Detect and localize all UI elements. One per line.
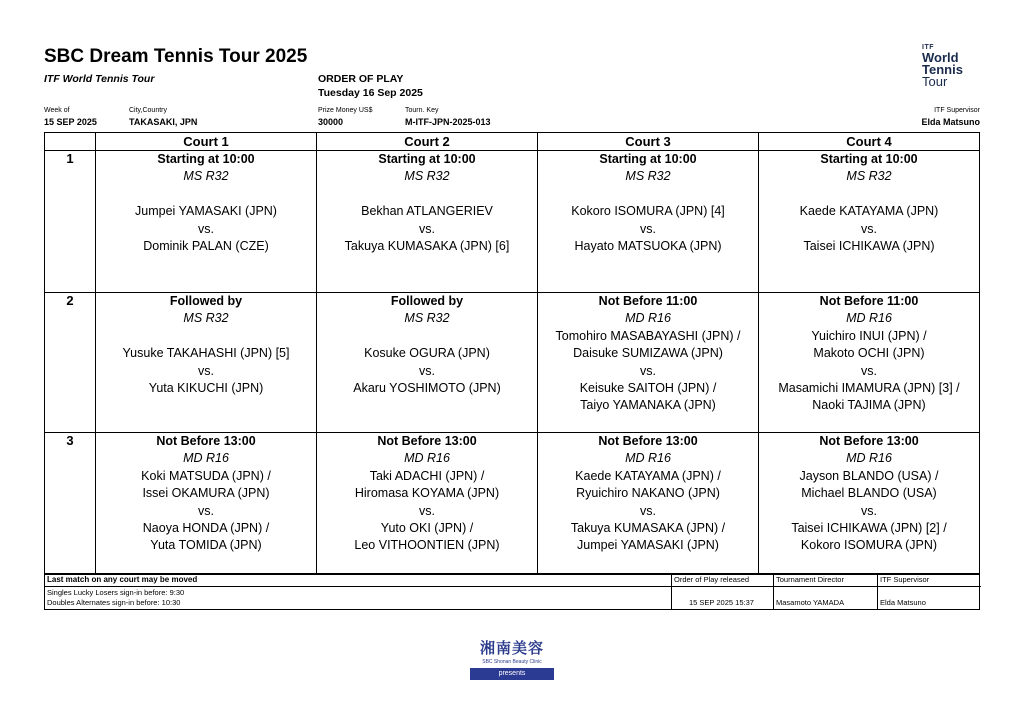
start-time: Starting at 10:00 (157, 152, 255, 166)
versus-label: vs. (198, 363, 214, 378)
player-line: Taki ADACHI (JPN) / (369, 468, 485, 483)
round-label: MD R16 (183, 451, 229, 466)
versus-label: vs. (198, 221, 214, 236)
player-line: Kokoro ISOMURA (JPN) [4] (571, 204, 725, 219)
match-cell (317, 151, 538, 293)
row-number: 2 (45, 293, 96, 433)
footer-supervisor-label: ITF Supervisor (880, 575, 930, 584)
player-line: Hiromasa KOYAMA (JPN) (354, 486, 500, 501)
player-line: Jumpei YAMASAKI (JPN) (577, 538, 719, 553)
player-line: Taiyo YAMANAKA (JPN) (580, 398, 716, 413)
player-line: Naoki TAJIMA (JPN) (812, 398, 926, 413)
versus-label: vs. (861, 503, 877, 518)
match-cell (96, 433, 317, 575)
player-line: Koki MATSUDA (JPN) / (141, 468, 271, 483)
logo-line-3: Tour (922, 74, 948, 89)
match-row (45, 433, 980, 575)
player-line: Jumpei YAMASAKI (JPN) (135, 204, 277, 219)
supervisor-label: ITF Supervisor (934, 107, 980, 114)
player-line: Naoya HONDA (JPN) / (142, 521, 270, 536)
match-cell (96, 293, 317, 433)
versus-label: vs. (419, 363, 435, 378)
player-line: Tomohiro MASABAYASHI (JPN) / (555, 328, 741, 343)
tour-subtitle: ITF World Tennis Tour (44, 73, 155, 85)
player-line: Takuya KUMASAKA (JPN) [6] (344, 239, 510, 254)
player-line (538, 186, 758, 203)
player-line: Daisuke SUMIZAWA (JPN) (573, 346, 723, 361)
start-time: Starting at 10:00 (599, 152, 697, 166)
versus-label: vs. (198, 503, 214, 518)
match-cell (759, 293, 980, 433)
versus-label: vs. (640, 363, 656, 378)
tourn-key-label: Tourn. Key (405, 107, 439, 114)
footer-info (44, 573, 980, 610)
match-row (45, 293, 980, 433)
player-line: Kaede KATAYAMA (JPN) (799, 204, 939, 219)
week-value: 15 SEP 2025 (44, 117, 97, 127)
player-line: Kosuke OGURA (JPN) (364, 346, 490, 361)
round-label: MS R32 (183, 169, 229, 184)
round-label: MS R32 (404, 169, 450, 184)
player-line (317, 328, 537, 345)
start-time: Starting at 10:00 (820, 152, 918, 166)
logo-itf-text: ITF (922, 44, 934, 51)
prize-label: Prize Money US$ (318, 107, 373, 114)
match-cell (317, 293, 538, 433)
match-cell (538, 293, 759, 433)
released-label: Order of Play released (674, 575, 750, 584)
player-line: Keisuke SAITOH (JPN) / (579, 381, 717, 396)
versus-label: vs. (640, 503, 656, 518)
doubles-alternates-note: Doubles Alternates sign-in before: 10:30 (47, 598, 181, 607)
order-of-play-table (44, 132, 980, 575)
round-label: MD R16 (404, 451, 450, 466)
director-label: Tournament Director (776, 575, 844, 584)
player-line: Dominik PALAN (CZE) (143, 239, 269, 254)
round-label: MD R16 (625, 311, 671, 326)
singles-lucky-losers-note: Singles Lucky Losers sign-in before: 9:30 (47, 588, 185, 597)
player-line: Makoto OCHI (JPN) (813, 346, 925, 361)
match-cell (96, 151, 317, 293)
start-time: Not Before 13:00 (377, 434, 477, 448)
versus-label: vs. (419, 221, 435, 236)
round-label: MS R32 (846, 169, 892, 184)
court-header: Court 1 (96, 133, 317, 151)
start-time: Followed by (390, 294, 464, 308)
round-label: MD R16 (846, 311, 892, 326)
start-time: Followed by (169, 294, 243, 308)
order-of-play-date: Tuesday 16 Sep 2025 (318, 87, 423, 99)
player-line: Taisei ICHIKAWA (JPN) (803, 239, 935, 254)
start-time: Starting at 10:00 (378, 152, 476, 166)
court-header-row (45, 133, 980, 151)
player-line: Yuichiro INUI (JPN) / (811, 328, 927, 343)
player-line: Bekhan ATLANGERIEV (361, 204, 493, 219)
player-line: Yuta KIKUCHI (JPN) (148, 381, 264, 396)
row-number: 3 (45, 433, 96, 575)
player-line: Michael BLANDO (USA) (801, 486, 937, 501)
logo-line-1: World (922, 50, 959, 65)
player-line: Ryuichiro NAKANO (JPN) (576, 486, 720, 501)
sponsor-name: 湘南美容 (479, 639, 544, 657)
footer-supervisor-value: Elda Matsuno (880, 598, 926, 607)
player-line: Jayson BLANDO (USA) / (799, 468, 939, 483)
match-cell (759, 433, 980, 575)
tournament-title: SBC Dream Tennis Tour 2025 (44, 46, 308, 67)
round-label: MD R16 (846, 451, 892, 466)
start-time: Not Before 13:00 (819, 434, 919, 448)
player-line: Hayato MATSUOKA (JPN) (574, 239, 722, 254)
court-header: Court 4 (759, 133, 980, 151)
released-value: 15 SEP 2025 15:37 (689, 598, 754, 607)
round-label: MS R32 (183, 311, 229, 326)
round-label: MS R32 (625, 169, 671, 184)
match-cell (759, 151, 980, 293)
city-value: TAKASAKI, JPN (129, 117, 198, 127)
versus-label: vs. (861, 221, 877, 236)
match-cell (317, 433, 538, 575)
player-line (96, 328, 316, 345)
start-time: Not Before 11:00 (598, 294, 698, 308)
player-line: Yuta TOMIDA (JPN) (150, 538, 262, 553)
player-line (96, 186, 316, 203)
player-line: Masamichi IMAMURA (JPN) [3] / (778, 381, 960, 396)
player-line: Akaru YOSHIMOTO (JPN) (353, 381, 501, 396)
match-cell (538, 433, 759, 575)
sponsor-english-name: SBC Shonan Beauty Clinic (482, 659, 542, 665)
match-row (45, 151, 980, 293)
start-time: Not Before 11:00 (819, 294, 919, 308)
row-number: 1 (45, 151, 96, 293)
court-header: Court 2 (317, 133, 538, 151)
player-line (759, 186, 979, 203)
round-label: MD R16 (625, 451, 671, 466)
city-label: City,Country (129, 107, 167, 114)
prize-value: 30000 (318, 117, 344, 127)
last-match-note: Last match on any court may be moved (47, 575, 198, 584)
versus-label: vs. (419, 503, 435, 518)
player-line: Takuya KUMASAKA (JPN) / (570, 521, 726, 536)
tourn-key-value: M-ITF-JPN-2025-013 (405, 117, 491, 127)
player-line: Taisei ICHIKAWA (JPN) [2] / (791, 521, 947, 536)
order-of-play-title: ORDER OF PLAY (318, 73, 404, 85)
player-line (317, 186, 537, 203)
start-time: Not Before 13:00 (156, 434, 256, 448)
start-time: Not Before 13:00 (598, 434, 698, 448)
itf-world-tennis-tour-logo (922, 44, 982, 88)
player-line: Kaede KATAYAMA (JPN) / (575, 468, 721, 483)
court-header: Court 3 (538, 133, 759, 151)
versus-label: vs. (640, 221, 656, 236)
sponsor-logo (470, 637, 554, 680)
supervisor-value: Elda Matsuno (921, 117, 980, 127)
match-cell (538, 151, 759, 293)
sponsor-presents: presents (470, 668, 554, 680)
player-line: Kokoro ISOMURA (JPN) (800, 538, 938, 553)
player-line: Issei OKAMURA (JPN) (142, 486, 270, 501)
player-line: Yuto OKI (JPN) / (380, 521, 474, 536)
corner-cell (45, 133, 96, 151)
player-line: Leo VITHOONTIEN (JPN) (354, 538, 500, 553)
logo-line-2: Tennis (922, 62, 963, 77)
director-value: Masamoto YAMADA (776, 598, 845, 607)
week-label: Week of (44, 107, 70, 114)
versus-label: vs. (861, 363, 877, 378)
player-line: Yusuke TAKAHASHI (JPN) [5] (122, 346, 290, 361)
round-label: MS R32 (404, 311, 450, 326)
